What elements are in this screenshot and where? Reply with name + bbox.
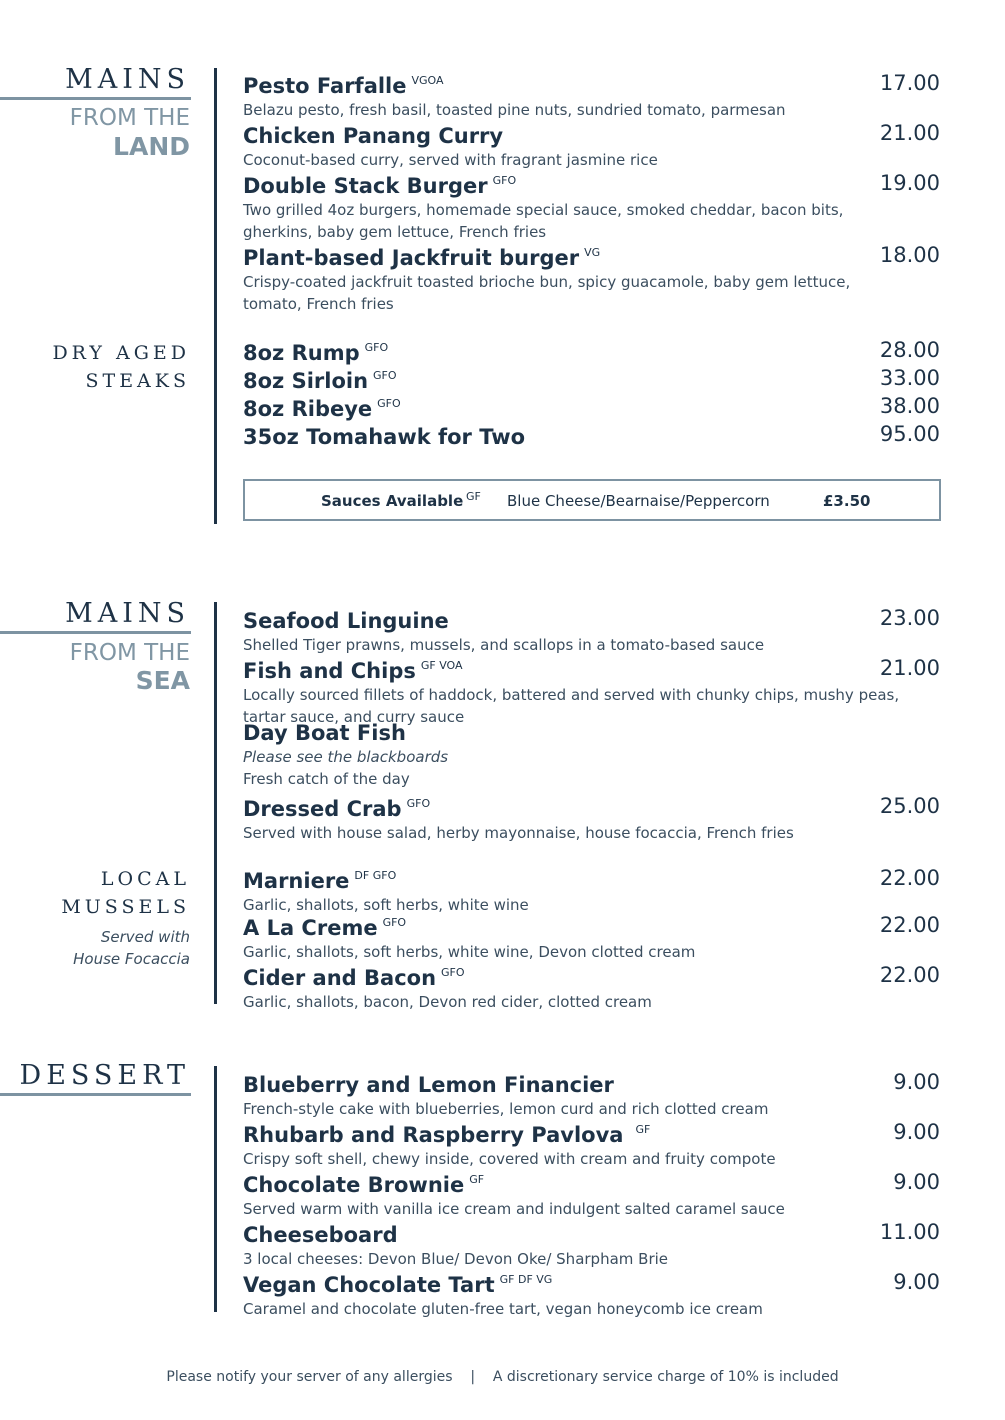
item-price: 9.00 [893, 1170, 940, 1194]
item-name: Fish and Chips [243, 659, 416, 683]
dietary-tag: VGOA [411, 74, 444, 87]
menu-item [243, 68, 940, 121]
item-price: 9.00 [893, 1120, 940, 1144]
divider-line-land [214, 68, 217, 524]
dietary-tag: GFO [373, 369, 397, 382]
sauces-options: Blue Cheese/Bearnaise/Peppercorn [507, 492, 770, 510]
item-name: Marniere [243, 869, 350, 893]
item-description: Locally sourced fillets of haddock, battered and served with chunky chips, mushy peas, tartar sauce, and curry sauce [243, 686, 900, 726]
land-heading-rule [0, 97, 191, 100]
item-name: Dressed Crab [243, 797, 402, 821]
item-price: 19.00 [879, 171, 940, 195]
item-description: Garlic, shallots, soft herbs, white wine [243, 896, 529, 914]
footer-divider: | [470, 1369, 476, 1385]
item-name: Seafood Linguine [243, 609, 449, 633]
item-name: A La Creme [243, 916, 378, 940]
item-name: Chocolate Brownie [243, 1173, 465, 1197]
item-name: 8oz Sirloin [243, 369, 369, 393]
service-charge-notice: A discretionary service charge of 10% is included [492, 1369, 839, 1385]
steaks-heading-2: STEAKS [85, 370, 190, 392]
item-name: Day Boat Fish [243, 721, 406, 745]
item-description: French-style cake with blueberries, lemon curd and rich clotted cream [243, 1100, 769, 1118]
menu-item [243, 1267, 940, 1320]
item-price: 22.00 [879, 913, 940, 937]
item-price: 21.00 [879, 656, 940, 680]
allergy-notice: Please notify your server of any allergies [166, 1369, 453, 1385]
item-price: 18.00 [879, 243, 940, 267]
item-description: Caramel and chocolate gluten-free tart, vegan honeycomb ice cream [243, 1300, 763, 1318]
land-subheading-2: LAND [113, 132, 190, 161]
item-price: 25.00 [879, 794, 940, 818]
item-price: 9.00 [893, 1270, 940, 1294]
item-description: Fresh catch of the day [243, 770, 410, 788]
dietary-tag: VG [584, 246, 601, 259]
sauces-box [243, 479, 941, 521]
item-price: 33.00 [879, 366, 940, 390]
sea-heading: MAINS [65, 598, 190, 629]
menu-item [243, 960, 940, 1013]
item-price: 17.00 [879, 71, 940, 95]
item-name: Rhubarb and Raspberry Pavlova [243, 1123, 624, 1147]
item-price: 23.00 [879, 606, 940, 630]
menu-item [243, 363, 940, 394]
menu-item [243, 863, 940, 916]
menu-item [243, 791, 940, 844]
item-name: 35oz Tomahawk for Two [243, 425, 526, 449]
item-name: 8oz Rump [243, 341, 360, 365]
menu-item [243, 720, 940, 790]
dietary-tag: GFO [441, 966, 465, 979]
item-price: 95.00 [879, 422, 940, 446]
item-price: 21.00 [879, 121, 940, 145]
land-heading: MAINS [65, 64, 190, 95]
mussels-note-2: House Focaccia [73, 950, 190, 968]
menu-item [243, 240, 940, 315]
menu-item [243, 118, 940, 171]
menu-item [243, 1217, 940, 1270]
item-price: 28.00 [879, 338, 940, 362]
sauces-label: Sauces Available [321, 492, 464, 510]
item-name: Plant-based Jackfruit burger [243, 246, 580, 270]
land-subheading-1: FROM THE [69, 105, 190, 131]
menu-item [243, 1067, 940, 1120]
menu-item [243, 1117, 940, 1170]
menu-item [243, 603, 940, 656]
item-description: 3 local cheeses: Devon Blue/ Devon Oke/ Sharpham Brie [243, 1250, 669, 1268]
item-price: 38.00 [879, 394, 940, 418]
dietary-tag: DF GFO [354, 869, 397, 882]
item-name: 8oz Ribeye [243, 397, 373, 421]
dietary-tag: GF DF VG [499, 1273, 553, 1286]
menu-item [243, 419, 940, 450]
item-description: Served warm with vanilla ice cream and indulgent salted caramel sauce [243, 1200, 785, 1218]
sea-subheading-1: FROM THE [69, 640, 190, 666]
dietary-tag: GFO [364, 341, 389, 354]
dietary-tag: GF [469, 1173, 485, 1186]
item-description: Belazu pesto, fresh basil, toasted pine nuts, sundried tomato, parmesan [243, 101, 786, 119]
menu-item [243, 335, 940, 366]
divider-line-sea [214, 602, 217, 1004]
sea-heading-rule [0, 631, 191, 634]
item-note: Please see the blackboards [243, 748, 449, 766]
dietary-tag: GF [635, 1123, 651, 1136]
item-name: Double Stack Burger [243, 174, 488, 198]
item-description: Served with house salad, herby mayonnaise, house focaccia, French fries [243, 824, 794, 842]
item-price: 22.00 [879, 963, 940, 987]
item-description: Crispy-coated jackfruit toasted brioche bun, spicy guacamole, baby gem lettuce, tomato, French fries [243, 273, 851, 313]
dietary-tag: GFO [492, 174, 517, 187]
menu-item [243, 910, 940, 963]
item-description: Coconut-based curry, served with fragrant jasmine rice [243, 151, 658, 169]
menu-item [243, 391, 940, 422]
item-name: Blueberry and Lemon Financier [243, 1073, 614, 1097]
item-description: Garlic, shallots, soft herbs, white wine, Devon clotted cream [243, 943, 696, 961]
menu-item [243, 1167, 940, 1220]
menu-item [243, 168, 940, 243]
item-name: Chicken Panang Curry [243, 124, 504, 148]
item-description: Shelled Tiger prawns, mussels, and scallops in a tomato-based sauce [243, 636, 765, 654]
dessert-heading: DESSERT [19, 1060, 190, 1091]
sauces-price: £3.50 [823, 492, 871, 510]
item-name: Cheeseboard [243, 1223, 398, 1247]
item-description: Crispy soft shell, chewy inside, covered with cream and fruity compote [243, 1150, 776, 1168]
item-price: 22.00 [879, 866, 940, 890]
mussels-note-1: Served with [100, 928, 190, 946]
item-price: 9.00 [893, 1070, 940, 1094]
item-name: Cider and Bacon [243, 966, 437, 990]
dietary-tag: GFO [382, 916, 407, 929]
item-name: Vegan Chocolate Tart [243, 1273, 495, 1297]
dietary-tag: GFO [377, 397, 401, 410]
item-description: Two grilled 4oz burgers, homemade special sauce, smoked cheddar, bacon bits, gherkins, baby gem lettuce, French fries [243, 201, 844, 241]
dietary-tag: GF VOA [420, 659, 463, 672]
item-name: Pesto Farfalle [243, 74, 407, 98]
divider-line-dessert [214, 1066, 217, 1312]
dessert-heading-rule [0, 1093, 191, 1096]
dietary-tag: GFO [406, 797, 431, 810]
item-description: Garlic, shallots, bacon, Devon red cider, clotted cream [243, 993, 652, 1011]
footer [0, 1369, 1005, 1385]
item-price: 11.00 [879, 1220, 940, 1244]
menu-item [243, 653, 940, 728]
sauces-tag: GF [466, 490, 481, 503]
sea-subheading-2: SEA [135, 666, 190, 695]
steaks-heading-1: DRY AGED [52, 342, 190, 364]
mussels-heading-2: MUSSELS [61, 896, 190, 918]
mussels-heading-1: LOCAL [100, 868, 190, 890]
